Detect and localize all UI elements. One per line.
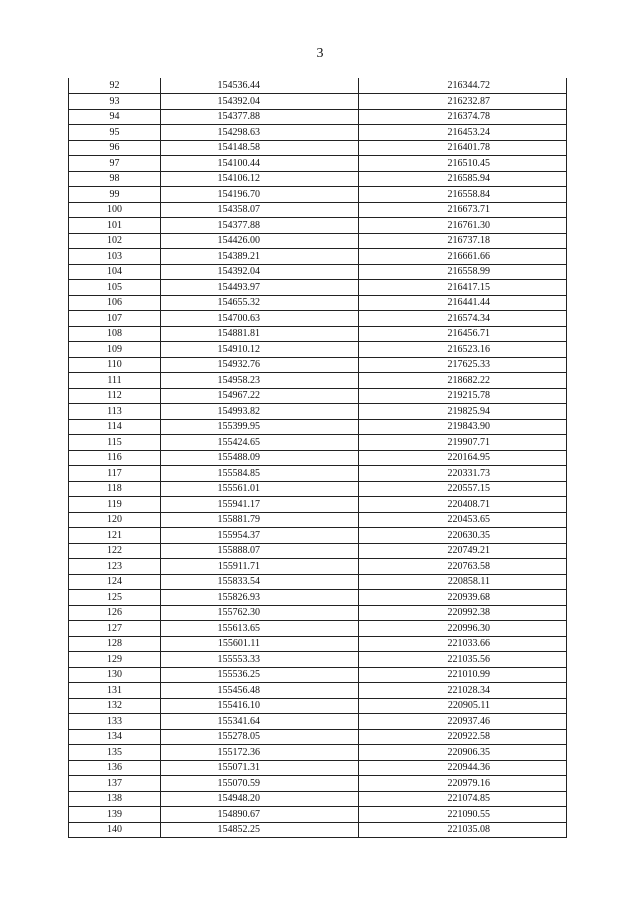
point-number-cell: 94 — [69, 109, 161, 125]
y-coordinate-cell: 221035.56 — [359, 652, 567, 668]
point-number-cell: 129 — [69, 652, 161, 668]
y-coordinate-cell: 220557.15 — [359, 481, 567, 497]
point-number-cell: 95 — [69, 125, 161, 141]
point-number-cell: 119 — [69, 497, 161, 513]
point-number-cell: 117 — [69, 466, 161, 482]
y-coordinate-cell: 220763.58 — [359, 559, 567, 575]
coordinates-table — [68, 78, 567, 838]
point-number-cell: 101 — [69, 218, 161, 234]
table-row — [69, 249, 567, 265]
x-coordinate-cell: 154392.04 — [161, 94, 359, 110]
point-number-cell: 97 — [69, 156, 161, 172]
x-coordinate-cell: 155954.37 — [161, 528, 359, 544]
x-coordinate-cell: 154910.12 — [161, 342, 359, 358]
y-coordinate-cell: 216673.71 — [359, 202, 567, 218]
point-number-cell: 122 — [69, 543, 161, 559]
y-coordinate-cell: 221028.34 — [359, 683, 567, 699]
y-coordinate-cell: 216558.84 — [359, 187, 567, 203]
point-number-cell: 128 — [69, 636, 161, 652]
y-coordinate-cell: 219907.71 — [359, 435, 567, 451]
table-row — [69, 218, 567, 234]
point-number-cell: 113 — [69, 404, 161, 420]
point-number-cell: 108 — [69, 326, 161, 342]
x-coordinate-cell: 155278.05 — [161, 729, 359, 745]
table-row — [69, 357, 567, 373]
x-coordinate-cell: 155070.59 — [161, 776, 359, 792]
y-coordinate-cell: 216523.16 — [359, 342, 567, 358]
point-number-cell: 136 — [69, 760, 161, 776]
x-coordinate-cell: 155341.64 — [161, 714, 359, 730]
point-number-cell: 127 — [69, 621, 161, 637]
table-row — [69, 776, 567, 792]
point-number-cell: 107 — [69, 311, 161, 327]
x-coordinate-cell: 155881.79 — [161, 512, 359, 528]
point-number-cell: 115 — [69, 435, 161, 451]
x-coordinate-cell: 155941.17 — [161, 497, 359, 513]
point-number-cell: 130 — [69, 667, 161, 683]
y-coordinate-cell: 219825.94 — [359, 404, 567, 420]
table-row — [69, 311, 567, 327]
x-coordinate-cell: 155553.33 — [161, 652, 359, 668]
table-row — [69, 373, 567, 389]
x-coordinate-cell: 155536.25 — [161, 667, 359, 683]
table-row — [69, 233, 567, 249]
y-coordinate-cell: 216344.72 — [359, 78, 567, 94]
table-row — [69, 125, 567, 141]
point-number-cell: 123 — [69, 559, 161, 575]
x-coordinate-cell: 154958.23 — [161, 373, 359, 389]
point-number-cell: 102 — [69, 233, 161, 249]
y-coordinate-cell: 216401.78 — [359, 140, 567, 156]
y-coordinate-cell: 220408.71 — [359, 497, 567, 513]
x-coordinate-cell: 154700.63 — [161, 311, 359, 327]
table-row — [69, 435, 567, 451]
y-coordinate-cell: 216456.71 — [359, 326, 567, 342]
table-row — [69, 419, 567, 435]
table-row — [69, 202, 567, 218]
table-row — [69, 512, 567, 528]
y-coordinate-cell: 220630.35 — [359, 528, 567, 544]
table-row — [69, 280, 567, 296]
y-coordinate-cell: 220453.65 — [359, 512, 567, 528]
table-row — [69, 745, 567, 761]
x-coordinate-cell: 154890.67 — [161, 807, 359, 823]
table-row — [69, 807, 567, 823]
y-coordinate-cell: 216661.66 — [359, 249, 567, 265]
table-row — [69, 698, 567, 714]
x-coordinate-cell: 154881.81 — [161, 326, 359, 342]
x-coordinate-cell: 155601.11 — [161, 636, 359, 652]
x-coordinate-cell: 155833.54 — [161, 574, 359, 590]
point-number-cell: 124 — [69, 574, 161, 590]
y-coordinate-cell: 216232.87 — [359, 94, 567, 110]
y-coordinate-cell: 216441.44 — [359, 295, 567, 311]
x-coordinate-cell: 155826.93 — [161, 590, 359, 606]
table-row — [69, 156, 567, 172]
point-number-cell: 137 — [69, 776, 161, 792]
y-coordinate-cell: 221010.99 — [359, 667, 567, 683]
x-coordinate-cell: 155416.10 — [161, 698, 359, 714]
x-coordinate-cell: 154106.12 — [161, 171, 359, 187]
point-number-cell: 111 — [69, 373, 161, 389]
y-coordinate-cell: 221033.66 — [359, 636, 567, 652]
point-number-cell: 96 — [69, 140, 161, 156]
y-coordinate-cell: 219843.90 — [359, 419, 567, 435]
x-coordinate-cell: 154426.00 — [161, 233, 359, 249]
table-row — [69, 481, 567, 497]
table-row — [69, 729, 567, 745]
x-coordinate-cell: 154196.70 — [161, 187, 359, 203]
y-coordinate-cell: 220331.73 — [359, 466, 567, 482]
y-coordinate-cell: 220944.36 — [359, 760, 567, 776]
y-coordinate-cell: 220922.58 — [359, 729, 567, 745]
table-row — [69, 450, 567, 466]
y-coordinate-cell: 221074.85 — [359, 791, 567, 807]
x-coordinate-cell: 154948.20 — [161, 791, 359, 807]
x-coordinate-cell: 155488.09 — [161, 450, 359, 466]
x-coordinate-cell: 154298.63 — [161, 125, 359, 141]
point-number-cell: 106 — [69, 295, 161, 311]
x-coordinate-cell: 154536.44 — [161, 78, 359, 94]
table-row — [69, 78, 567, 94]
y-coordinate-cell: 216737.18 — [359, 233, 567, 249]
y-coordinate-cell: 220996.30 — [359, 621, 567, 637]
x-coordinate-cell: 154493.97 — [161, 280, 359, 296]
x-coordinate-cell: 155911.71 — [161, 559, 359, 575]
y-coordinate-cell: 220905.11 — [359, 698, 567, 714]
point-number-cell: 104 — [69, 264, 161, 280]
point-number-cell: 126 — [69, 605, 161, 621]
table-row — [69, 187, 567, 203]
y-coordinate-cell: 216374.78 — [359, 109, 567, 125]
point-number-cell: 125 — [69, 590, 161, 606]
x-coordinate-cell: 155888.07 — [161, 543, 359, 559]
y-coordinate-cell: 220749.21 — [359, 543, 567, 559]
y-coordinate-cell: 221090.55 — [359, 807, 567, 823]
coordinates-table-body — [69, 78, 567, 838]
x-coordinate-cell: 154148.58 — [161, 140, 359, 156]
table-row — [69, 109, 567, 125]
y-coordinate-cell: 220992.38 — [359, 605, 567, 621]
page-number: 3 — [316, 46, 324, 61]
table-row — [69, 94, 567, 110]
table-row — [69, 295, 567, 311]
table-row — [69, 171, 567, 187]
table-row — [69, 264, 567, 280]
table-row — [69, 590, 567, 606]
x-coordinate-cell: 155456.48 — [161, 683, 359, 699]
y-coordinate-cell: 220937.46 — [359, 714, 567, 730]
x-coordinate-cell: 154852.25 — [161, 822, 359, 838]
point-number-cell: 99 — [69, 187, 161, 203]
table-row — [69, 574, 567, 590]
table-row — [69, 636, 567, 652]
x-coordinate-cell: 154993.82 — [161, 404, 359, 420]
y-coordinate-cell: 218682.22 — [359, 373, 567, 389]
point-number-cell: 135 — [69, 745, 161, 761]
point-number-cell: 92 — [69, 78, 161, 94]
y-coordinate-cell: 216574.34 — [359, 311, 567, 327]
point-number-cell: 118 — [69, 481, 161, 497]
x-coordinate-cell: 155399.95 — [161, 419, 359, 435]
table-row — [69, 791, 567, 807]
point-number-cell: 114 — [69, 419, 161, 435]
y-coordinate-cell: 216510.45 — [359, 156, 567, 172]
y-coordinate-cell: 216417.15 — [359, 280, 567, 296]
x-coordinate-cell: 155584.85 — [161, 466, 359, 482]
point-number-cell: 134 — [69, 729, 161, 745]
table-row — [69, 497, 567, 513]
point-number-cell: 112 — [69, 388, 161, 404]
point-number-cell: 105 — [69, 280, 161, 296]
x-coordinate-cell: 154377.88 — [161, 218, 359, 234]
x-coordinate-cell: 154932.76 — [161, 357, 359, 373]
table-row — [69, 667, 567, 683]
table-row — [69, 528, 567, 544]
point-number-cell: 93 — [69, 94, 161, 110]
x-coordinate-cell: 154655.32 — [161, 295, 359, 311]
table-row — [69, 342, 567, 358]
point-number-cell: 109 — [69, 342, 161, 358]
y-coordinate-cell: 216558.99 — [359, 264, 567, 280]
y-coordinate-cell: 216761.30 — [359, 218, 567, 234]
point-number-cell: 139 — [69, 807, 161, 823]
x-coordinate-cell: 154389.21 — [161, 249, 359, 265]
x-coordinate-cell: 154967.22 — [161, 388, 359, 404]
table-row — [69, 652, 567, 668]
x-coordinate-cell: 155561.01 — [161, 481, 359, 497]
x-coordinate-cell: 155071.31 — [161, 760, 359, 776]
table-row — [69, 140, 567, 156]
y-coordinate-cell: 221035.08 — [359, 822, 567, 838]
table-row — [69, 760, 567, 776]
x-coordinate-cell: 155424.65 — [161, 435, 359, 451]
point-number-cell: 100 — [69, 202, 161, 218]
x-coordinate-cell: 154392.04 — [161, 264, 359, 280]
table-row — [69, 683, 567, 699]
x-coordinate-cell: 155762.30 — [161, 605, 359, 621]
y-coordinate-cell: 220939.68 — [359, 590, 567, 606]
x-coordinate-cell: 155613.65 — [161, 621, 359, 637]
x-coordinate-cell: 155172.36 — [161, 745, 359, 761]
table-row — [69, 466, 567, 482]
y-coordinate-cell: 219215.78 — [359, 388, 567, 404]
x-coordinate-cell: 154100.44 — [161, 156, 359, 172]
table-row — [69, 605, 567, 621]
table-row — [69, 388, 567, 404]
table-row — [69, 621, 567, 637]
point-number-cell: 133 — [69, 714, 161, 730]
table-row — [69, 326, 567, 342]
y-coordinate-cell: 220164.95 — [359, 450, 567, 466]
point-number-cell: 140 — [69, 822, 161, 838]
table-row — [69, 714, 567, 730]
x-coordinate-cell: 154358.07 — [161, 202, 359, 218]
point-number-cell: 132 — [69, 698, 161, 714]
x-coordinate-cell: 154377.88 — [161, 109, 359, 125]
y-coordinate-cell: 216585.94 — [359, 171, 567, 187]
table-row — [69, 404, 567, 420]
point-number-cell: 110 — [69, 357, 161, 373]
point-number-cell: 121 — [69, 528, 161, 544]
point-number-cell: 138 — [69, 791, 161, 807]
table-row — [69, 822, 567, 838]
point-number-cell: 116 — [69, 450, 161, 466]
y-coordinate-cell: 216453.24 — [359, 125, 567, 141]
table-row — [69, 543, 567, 559]
y-coordinate-cell: 217625.33 — [359, 357, 567, 373]
point-number-cell: 120 — [69, 512, 161, 528]
point-number-cell: 103 — [69, 249, 161, 265]
y-coordinate-cell: 220858.11 — [359, 574, 567, 590]
point-number-cell: 131 — [69, 683, 161, 699]
point-number-cell: 98 — [69, 171, 161, 187]
table-row — [69, 559, 567, 575]
y-coordinate-cell: 220906.35 — [359, 745, 567, 761]
y-coordinate-cell: 220979.16 — [359, 776, 567, 792]
